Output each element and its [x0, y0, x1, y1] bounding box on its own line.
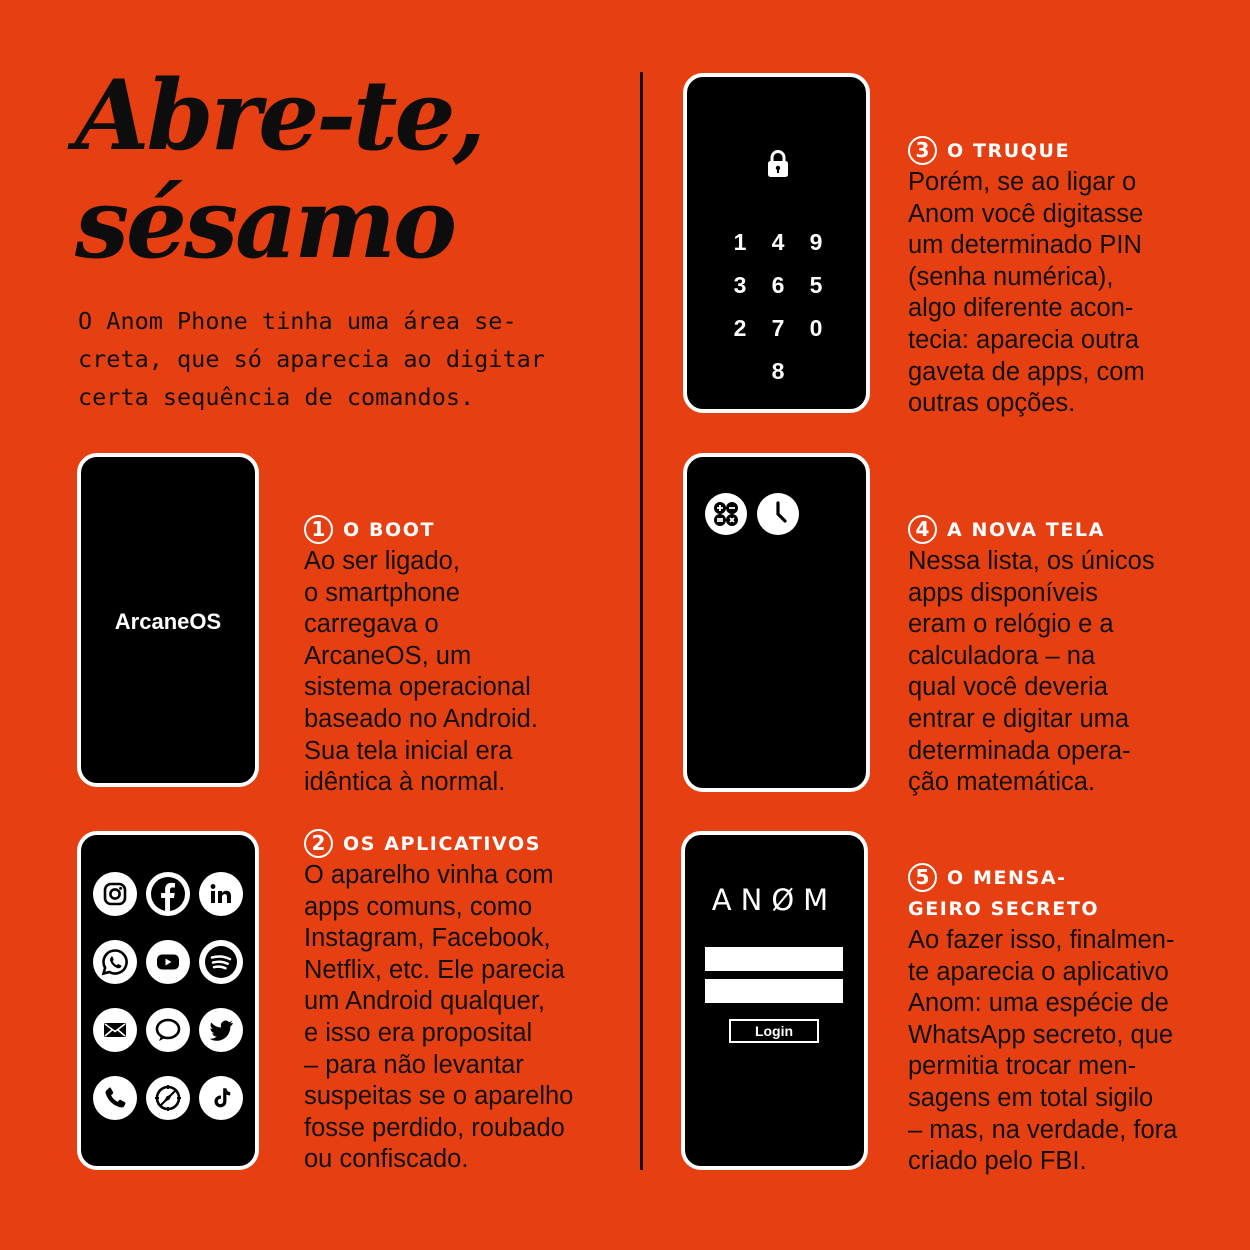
step-text-line: – mas, na verdade, fora [908, 1115, 1178, 1144]
pin-key[interactable]: 7 [771, 315, 785, 341]
step-boot [304, 515, 538, 799]
step-text-line: permitia trocar men- [908, 1052, 1137, 1081]
step-heading [908, 515, 1155, 546]
step-heading [304, 515, 538, 546]
title-line: sésamo [75, 167, 454, 280]
step-text-line: O aparelho vinha com [304, 861, 554, 889]
phone-apps-screen [77, 831, 259, 1170]
step-text-line: entrar e digitar uma [908, 704, 1130, 733]
step-text-line: eram o relógio e a [908, 610, 1114, 639]
step-text-line: tecia: aparecia outra [908, 325, 1140, 354]
step-text-line: um Android qualquer, [304, 987, 546, 1016]
login-button[interactable]: Login [729, 1019, 819, 1043]
step-text-line: WhatsApp secreto, que [908, 1020, 1174, 1049]
step-text-line: sagens em total sigilo [908, 1083, 1154, 1112]
step-text-line: ArcaneOS, um [304, 641, 472, 670]
page-title [75, 59, 483, 280]
step-text-line: Nessa lista, os únicos [908, 547, 1155, 575]
step-heading [304, 829, 573, 860]
pin-key[interactable]: 1 [733, 229, 747, 255]
pin-key[interactable]: 6 [771, 272, 785, 298]
step-title: GEIRO SECRETO [908, 898, 1100, 920]
pin-key[interactable]: 8 [771, 358, 785, 384]
instagram-icon[interactable] [93, 872, 137, 916]
step-text-line: apps comuns, como [304, 892, 533, 921]
step-text-line: o smartphone [304, 578, 460, 607]
step-text-line: Anom você digitasse [908, 199, 1144, 228]
step-title: A NOVA TELA [947, 519, 1105, 541]
step-text-line: baseado no Android. [304, 704, 538, 733]
step-text-line: calculadora – na [908, 641, 1096, 670]
phone-anom-login-screen [681, 831, 868, 1170]
step-text-line: (senha numérica), [908, 262, 1114, 291]
step-text-line: te aparecia o aplicativo [908, 957, 1169, 986]
step-text-line: qual você deveria [908, 673, 1108, 702]
message-icon[interactable] [146, 1008, 190, 1052]
step-secret-messenger [908, 863, 1177, 1178]
step-text-line: determinada opera- [908, 736, 1131, 765]
step-title: O TRUQUE [947, 140, 1071, 162]
step-text-line: sistema operacional [304, 673, 531, 702]
column-divider [640, 72, 643, 1170]
whatsapp-icon[interactable] [93, 940, 137, 984]
phone-hidden-apps-screen [683, 453, 870, 792]
pin-key[interactable]: 4 [771, 229, 785, 255]
phone-boot-screen [77, 453, 259, 787]
step-text [304, 546, 538, 799]
step-text-line: criado pelo FBI. [908, 1147, 1087, 1176]
step-number: 3 [908, 136, 937, 165]
step-text-line: Netflix, etc. Ele parecia [304, 955, 565, 984]
calculator-icon[interactable] [705, 493, 747, 535]
pin-key[interactable]: 2 [733, 315, 747, 341]
pin-key[interactable]: 5 [809, 272, 823, 298]
step-title: O BOOT [343, 519, 436, 541]
step-text-line: idêntica à normal. [304, 768, 506, 797]
youtube-icon[interactable] [146, 940, 190, 984]
step-number: 5 [908, 863, 937, 892]
step-text-line: Anom: uma espécie de [908, 989, 1169, 1018]
step-text [304, 860, 573, 1176]
step-text-line: Instagram, Facebook, [304, 924, 551, 953]
step-number: 1 [304, 515, 333, 544]
pin-keypad [721, 229, 835, 385]
step-text-line: carregava o [304, 610, 439, 639]
os-name: ArcaneOS [114, 609, 222, 634]
spotify-icon[interactable] [199, 940, 243, 984]
intro-line: certa sequência de comandos. [78, 383, 475, 411]
step-new-screen [908, 515, 1155, 799]
step-heading [908, 136, 1145, 167]
step-text-line: Ao fazer isso, finalmen- [908, 926, 1175, 954]
step-heading-continued [908, 894, 1177, 925]
compass-icon[interactable] [146, 1076, 190, 1120]
step-text-line: suspeitas se o aparelho [304, 1082, 574, 1111]
step-title: O MENSA- [947, 867, 1067, 889]
step-number: 2 [304, 829, 333, 858]
step-text [908, 546, 1155, 799]
intro-text [78, 302, 638, 416]
step-text-line: algo diferente acon- [908, 294, 1134, 323]
lock-icon [766, 149, 790, 184]
step-text-line: – para não levantar [304, 1050, 524, 1079]
app-grid [93, 872, 243, 1144]
phone-pin-screen [683, 73, 870, 413]
step-text-line: gaveta de apps, com [908, 357, 1145, 386]
pin-key[interactable]: 3 [733, 272, 747, 298]
step-text-line: fosse perdido, roubado [304, 1113, 565, 1142]
phone-icon[interactable] [93, 1076, 137, 1120]
mail-icon[interactable] [93, 1008, 137, 1052]
step-text-line: Porém, se ao ligar o [908, 168, 1137, 196]
step-number: 4 [908, 515, 937, 544]
step-text-line: um determinado PIN [908, 231, 1142, 260]
pin-key[interactable]: 9 [809, 229, 823, 255]
step-text [908, 167, 1145, 420]
step-title: OS APLICATIVOS [343, 833, 542, 855]
step-text-line: e isso era proposital [304, 1018, 533, 1047]
step-apps [304, 829, 573, 1176]
step-text-line: outras opções. [908, 389, 1076, 418]
step-text-line: Sua tela inicial era [304, 736, 513, 765]
step-text-line: ou confiscado. [304, 1145, 469, 1174]
title-line: Abre-te, [75, 59, 483, 172]
pin-key[interactable]: 0 [809, 315, 823, 341]
password-field[interactable] [705, 979, 843, 1003]
intro-line: O Anom Phone tinha uma área se- [78, 307, 517, 335]
username-field[interactable] [705, 947, 843, 971]
step-text-line: ção matemática. [908, 768, 1096, 797]
step-text [908, 925, 1177, 1178]
tiktok-icon[interactable] [199, 1076, 243, 1120]
step-text-line: Ao ser ligado, [304, 547, 460, 575]
step-text-line: apps disponíveis [908, 578, 1098, 607]
linkedin-icon[interactable] [199, 872, 243, 916]
clock-icon[interactable] [757, 493, 799, 535]
anom-logo: ANØM [711, 883, 838, 917]
twitter-icon[interactable] [199, 1008, 243, 1052]
facebook-icon[interactable] [146, 872, 190, 916]
intro-line: creta, que só aparecia ao digitar [78, 345, 545, 373]
step-trick [908, 136, 1145, 420]
step-heading [908, 863, 1177, 894]
